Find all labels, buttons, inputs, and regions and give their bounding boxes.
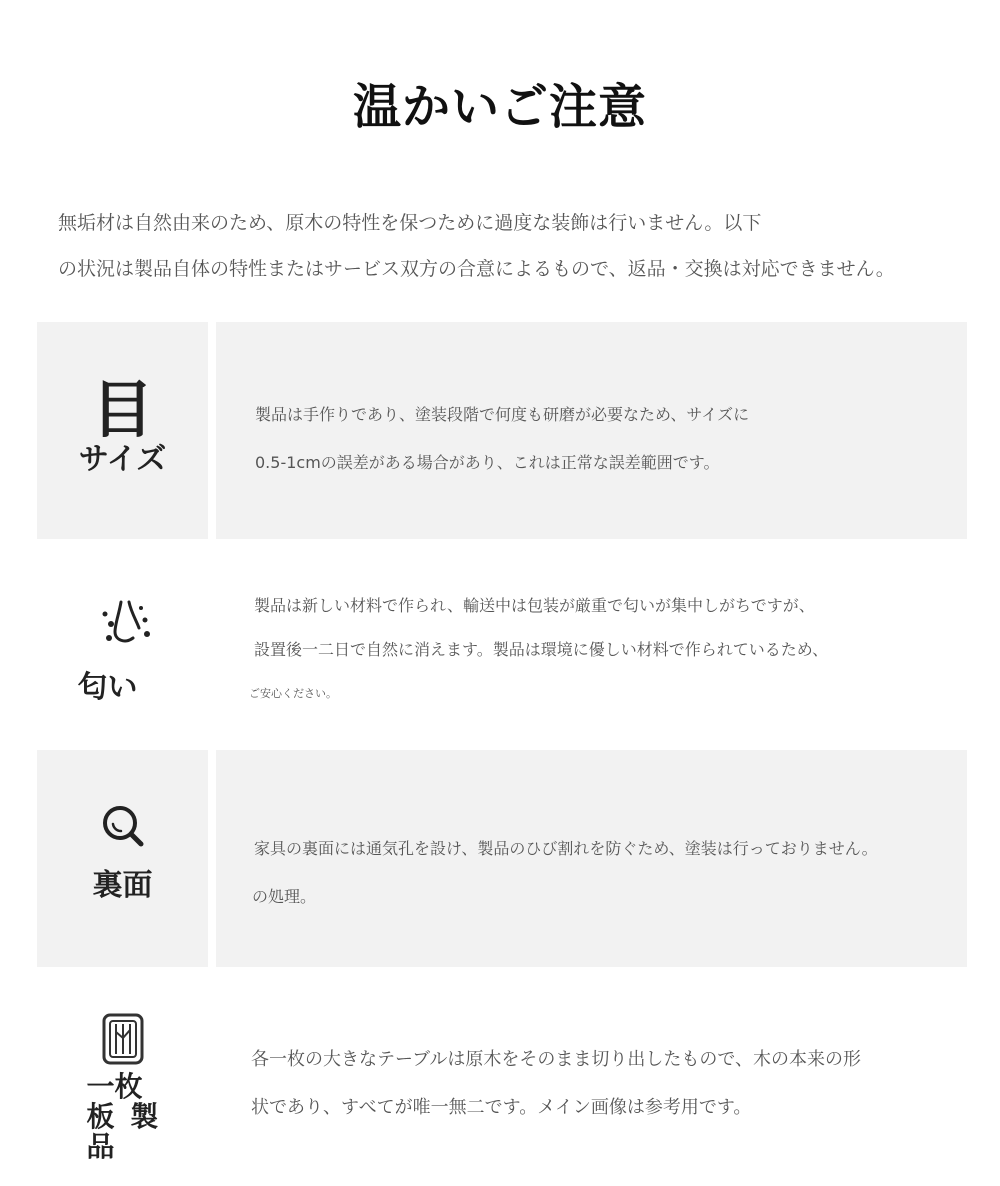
- section-slab-line-2: 状であり、すべてが唯一無二です。メイン画像は参考用です。: [251, 1097, 752, 1118]
- section-slab-label-line-2: [87, 1102, 159, 1132]
- section-slab: [37, 1000, 967, 1186]
- section-smell-text-panel: [216, 570, 967, 720]
- section-slab-label: [87, 1072, 159, 1162]
- section-size-text-panel: [216, 322, 967, 539]
- section-smell-line-1: 製品は新しい材料で作られ、輸送中は包装が厳重で匂いが集中しがちですが、: [254, 596, 815, 615]
- page-title: 温かいご注意: [352, 79, 647, 135]
- intro-text: [58, 200, 988, 292]
- section-slab-label-line-1: 一枚: [86, 1070, 143, 1103]
- section-smell-line-3: ご安心ください。: [249, 687, 337, 700]
- intro-line-2: の状況は製品自体の特性またはサービス双方の合意によるもので、返品・交換は対応できません。: [58, 258, 895, 280]
- intro-line-1: 無垢材は自然由来のため、原木の特性を保つために過度な装飾は行いません。以下: [58, 212, 762, 234]
- section-slab-icon-panel: [37, 1000, 208, 1186]
- section-back-line-1: 家具の裏面には通気孔を設け、製品のひび割れを防ぐため、塗装は行っておりません。: [254, 839, 878, 858]
- section-smell: [37, 570, 967, 720]
- section-size-label: サイズ: [78, 441, 167, 477]
- section-size-icon-panel: [37, 322, 208, 539]
- section-size-line-2: 0.5-1cmの誤差がある場合があり、これは正常な誤差範囲です。: [255, 453, 720, 472]
- ruler-icon: 目: [91, 372, 154, 446]
- section-back-line-2: の処理。: [252, 887, 317, 906]
- section-slab-line-1: 各一枚の大きなテーブルは原木をそのまま切り出したもので、木の本来の形: [251, 1049, 862, 1070]
- section-smell-icon-panel: [37, 570, 208, 720]
- section-slab-label-char-a: 板: [86, 1100, 115, 1133]
- section-slab-text-panel: [216, 1000, 967, 1186]
- nose-icon: [91, 594, 155, 654]
- section-size-line-1: 製品は手作りであり、塗装段階で何度も研磨が必要なため、サイズに: [255, 405, 750, 424]
- section-back-label: 裏面: [92, 867, 153, 903]
- section-slab-label-line-3: 品: [86, 1130, 115, 1163]
- section-back-text-panel: [216, 750, 967, 967]
- section-back: [37, 750, 967, 967]
- section-size: [37, 322, 967, 539]
- section-back-icon-panel: [37, 750, 208, 967]
- wood-slab-icon: [101, 1012, 145, 1066]
- section-smell-line-2: 設置後一二日で自然に消えます。製品は環境に優しい材料で作られているため、: [254, 640, 829, 659]
- section-slab-label-char-b: 製: [130, 1100, 159, 1133]
- section-smell-label: 匂い: [77, 670, 138, 705]
- magnifier-icon: [99, 802, 147, 850]
